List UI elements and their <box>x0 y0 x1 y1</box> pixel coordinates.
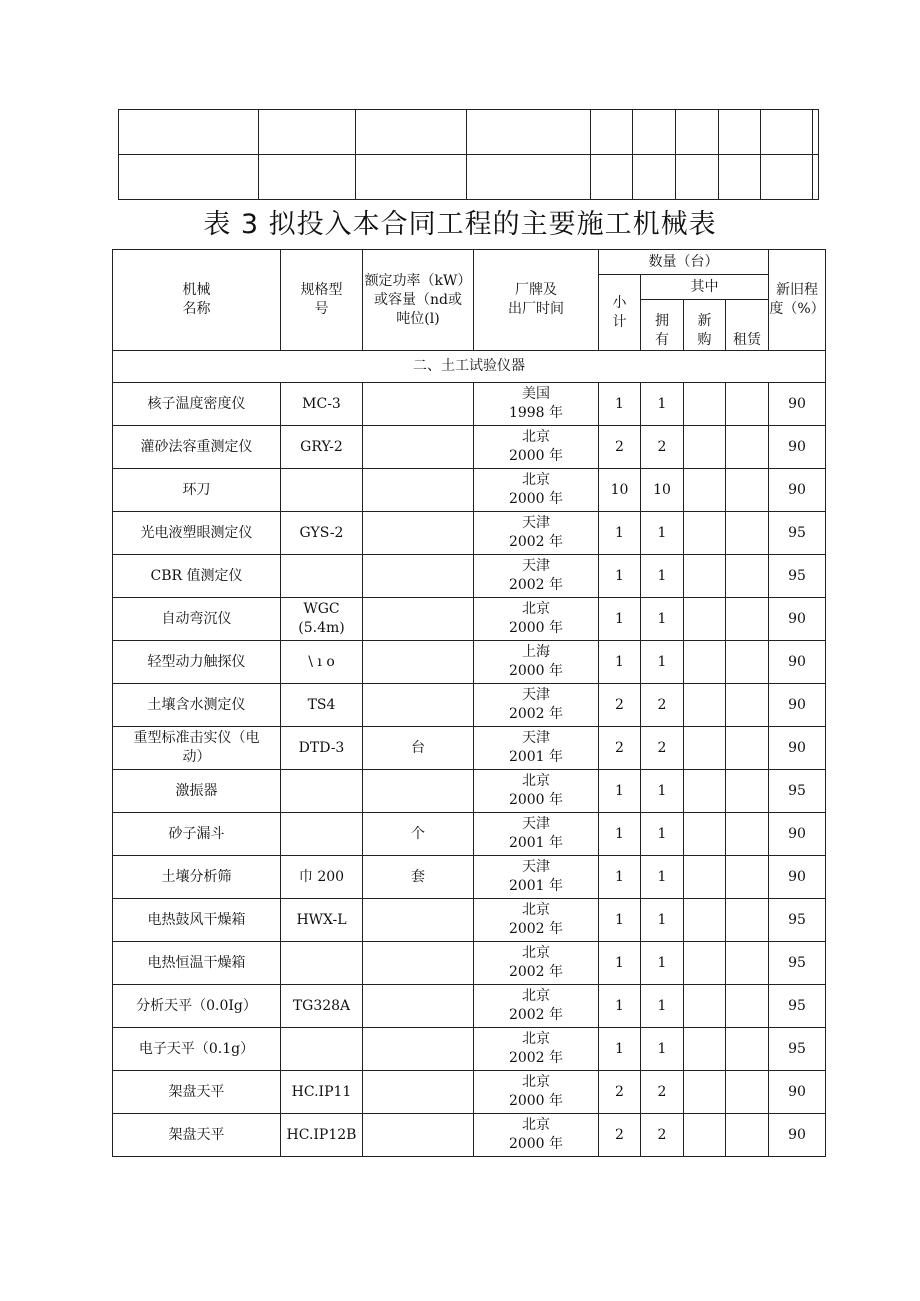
new-buy-cell <box>684 1028 726 1071</box>
rent-cell <box>726 383 769 426</box>
owned-cell: 1 <box>641 1028 684 1071</box>
model-cell: WGC (5.4m) <box>281 598 363 641</box>
maker-cell: 北京 2000 年 <box>474 1114 599 1157</box>
condition-cell: 95 <box>769 899 826 942</box>
subtotal-cell: 2 <box>599 426 641 469</box>
new-buy-cell <box>684 985 726 1028</box>
name-cell: 电热鼓风干燥箱 <box>113 899 281 942</box>
subtotal-cell: 1 <box>599 985 641 1028</box>
model-cell <box>281 555 363 598</box>
owned-cell: 1 <box>641 985 684 1028</box>
condition-cell: 90 <box>769 727 826 770</box>
name-cell: 土壤含水测定仪 <box>113 684 281 727</box>
condition-cell: 95 <box>769 1028 826 1071</box>
table-cell <box>813 155 819 200</box>
header-maker: 厂牌及 出厂时间 <box>474 250 599 351</box>
power-cell: 台 <box>363 727 474 770</box>
header-of-which: 其中 <box>641 275 769 300</box>
table-row <box>113 1028 826 1071</box>
new-buy-cell <box>684 727 726 770</box>
table-row <box>113 469 826 512</box>
name-cell: 重型标准击实仪（电 动） <box>113 727 281 770</box>
table-cell <box>719 155 761 200</box>
name-cell: 光电液塑眼测定仪 <box>113 512 281 555</box>
new-buy-cell <box>684 469 726 512</box>
table-row <box>113 985 826 1028</box>
rent-cell <box>726 727 769 770</box>
power-cell <box>363 942 474 985</box>
table-cell <box>467 110 591 155</box>
new-buy-cell <box>684 856 726 899</box>
condition-cell: 95 <box>769 985 826 1028</box>
new-buy-cell <box>684 942 726 985</box>
power-cell <box>363 684 474 727</box>
condition-cell: 95 <box>769 942 826 985</box>
rent-cell <box>726 641 769 684</box>
power-cell <box>363 985 474 1028</box>
table-cell <box>591 155 633 200</box>
power-cell <box>363 555 474 598</box>
table-cell <box>633 110 676 155</box>
rent-cell <box>726 985 769 1028</box>
name-cell: 砂子漏斗 <box>113 813 281 856</box>
name-cell: 架盘天平 <box>113 1071 281 1114</box>
table-cell <box>119 110 259 155</box>
name-cell: 自动弯沉仪 <box>113 598 281 641</box>
name-cell: 轻型动力触探仪 <box>113 641 281 684</box>
power-cell <box>363 426 474 469</box>
owned-cell: 2 <box>641 1114 684 1157</box>
owned-cell: 2 <box>641 1071 684 1114</box>
header-subtotal: 小 计 <box>599 275 641 351</box>
power-cell: 个 <box>363 813 474 856</box>
owned-cell: 1 <box>641 899 684 942</box>
table-row <box>113 555 826 598</box>
owned-cell: 2 <box>641 426 684 469</box>
maker-cell: 天津 2001 年 <box>474 727 599 770</box>
model-cell: MC-3 <box>281 383 363 426</box>
owned-cell: 1 <box>641 942 684 985</box>
table-row <box>113 770 826 813</box>
rent-cell <box>726 942 769 985</box>
maker-cell: 美国 1998 年 <box>474 383 599 426</box>
new-buy-cell <box>684 512 726 555</box>
table-row <box>113 813 826 856</box>
name-cell: 电热恒温干燥箱 <box>113 942 281 985</box>
rent-cell <box>726 598 769 641</box>
subtotal-cell: 2 <box>599 684 641 727</box>
condition-cell: 90 <box>769 856 826 899</box>
header-model: 规格型 号 <box>281 250 363 351</box>
maker-cell: 北京 2000 年 <box>474 598 599 641</box>
previous-table-fragment <box>118 109 819 200</box>
condition-cell: 90 <box>769 383 826 426</box>
power-cell <box>363 1071 474 1114</box>
table-cell <box>719 110 761 155</box>
maker-cell: 北京 2002 年 <box>474 1028 599 1071</box>
new-buy-cell <box>684 899 726 942</box>
name-cell: 核子温度密度仪 <box>113 383 281 426</box>
model-cell <box>281 469 363 512</box>
subtotal-cell: 1 <box>599 512 641 555</box>
subtotal-cell: 1 <box>599 598 641 641</box>
rent-cell <box>726 856 769 899</box>
subtotal-cell: 2 <box>599 1071 641 1114</box>
table-row <box>119 155 819 200</box>
model-cell: HC.IP11 <box>281 1071 363 1114</box>
name-cell: 环刀 <box>113 469 281 512</box>
table-row <box>113 856 826 899</box>
condition-cell: 95 <box>769 555 826 598</box>
subtotal-cell: 1 <box>599 942 641 985</box>
rent-cell <box>726 813 769 856</box>
condition-cell: 90 <box>769 641 826 684</box>
rent-cell <box>726 1071 769 1114</box>
name-cell: 激振器 <box>113 770 281 813</box>
owned-cell: 1 <box>641 383 684 426</box>
subtotal-cell: 1 <box>599 641 641 684</box>
new-buy-cell <box>684 426 726 469</box>
subtotal-cell: 1 <box>599 555 641 598</box>
table-row <box>113 641 826 684</box>
new-buy-cell <box>684 641 726 684</box>
new-buy-cell <box>684 770 726 813</box>
owned-cell: 1 <box>641 856 684 899</box>
owned-cell: 1 <box>641 813 684 856</box>
subtotal-cell: 1 <box>599 1028 641 1071</box>
name-cell: 电子天平（0.1g） <box>113 1028 281 1071</box>
table-cell <box>119 155 259 200</box>
maker-cell: 上海 2000 年 <box>474 641 599 684</box>
table-cell <box>356 110 467 155</box>
new-buy-cell <box>684 555 726 598</box>
table-row <box>113 1071 826 1114</box>
new-buy-cell <box>684 598 726 641</box>
name-cell: 分析天平（0.0Ig） <box>113 985 281 1028</box>
model-cell: HWX-L <box>281 899 363 942</box>
table-cell <box>633 155 676 200</box>
maker-cell: 天津 2002 年 <box>474 555 599 598</box>
power-cell <box>363 512 474 555</box>
header-rent: 租赁 <box>726 300 769 351</box>
name-cell: 灌砂法容重测定仪 <box>113 426 281 469</box>
model-cell <box>281 770 363 813</box>
condition-cell: 95 <box>769 512 826 555</box>
table-row <box>113 942 826 985</box>
table-cell <box>467 155 591 200</box>
maker-cell: 北京 2002 年 <box>474 899 599 942</box>
power-cell <box>363 641 474 684</box>
maker-cell: 北京 2002 年 <box>474 985 599 1028</box>
rent-cell <box>726 1114 769 1157</box>
owned-cell: 1 <box>641 641 684 684</box>
maker-cell: 天津 2002 年 <box>474 684 599 727</box>
rent-cell <box>726 512 769 555</box>
header-power: 额定功率（kW） 或容量（nd或 吨位(l) <box>363 250 474 351</box>
page-title: 表 3 拟投入本合同工程的主要施工机械表 <box>203 209 717 240</box>
header-quantity: 数量（台） <box>599 250 769 275</box>
maker-cell: 天津 2001 年 <box>474 813 599 856</box>
subtotal-cell: 2 <box>599 727 641 770</box>
header-condition: 新旧程 度（%） <box>769 250 826 351</box>
maker-cell: 北京 2002 年 <box>474 942 599 985</box>
table-row <box>113 512 826 555</box>
maker-cell: 天津 2002 年 <box>474 512 599 555</box>
header-row <box>113 250 826 275</box>
power-cell <box>363 1028 474 1071</box>
new-buy-cell <box>684 813 726 856</box>
condition-cell: 90 <box>769 426 826 469</box>
owned-cell: 1 <box>641 512 684 555</box>
condition-cell: 90 <box>769 598 826 641</box>
section-title: 二、土工试验仪器 <box>113 351 826 383</box>
machinery-table <box>112 249 826 1157</box>
table-row <box>113 727 826 770</box>
rent-cell <box>726 555 769 598</box>
table-cell <box>259 155 356 200</box>
maker-cell: 北京 2000 年 <box>474 469 599 512</box>
power-cell <box>363 899 474 942</box>
maker-cell: 天津 2001 年 <box>474 856 599 899</box>
owned-cell: 1 <box>641 770 684 813</box>
subtotal-cell: 1 <box>599 770 641 813</box>
table-cell <box>676 155 719 200</box>
maker-cell: 北京 2000 年 <box>474 426 599 469</box>
power-cell <box>363 1114 474 1157</box>
table-cell <box>591 110 633 155</box>
rent-cell <box>726 899 769 942</box>
table-row <box>119 110 819 155</box>
table-row <box>113 684 826 727</box>
model-cell <box>281 813 363 856</box>
owned-cell: 1 <box>641 555 684 598</box>
table-row <box>113 426 826 469</box>
rent-cell <box>726 684 769 727</box>
new-buy-cell <box>684 1071 726 1114</box>
owned-cell: 2 <box>641 684 684 727</box>
model-cell: 巾 200 <box>281 856 363 899</box>
header-new-buy: 新 购 <box>684 300 726 351</box>
new-buy-cell <box>684 383 726 426</box>
power-cell <box>363 598 474 641</box>
model-cell: GYS-2 <box>281 512 363 555</box>
table-row <box>113 383 826 426</box>
subtotal-cell: 1 <box>599 383 641 426</box>
model-cell: HC.IP12B <box>281 1114 363 1157</box>
power-cell <box>363 469 474 512</box>
section-row <box>113 351 826 383</box>
model-cell: TG328A <box>281 985 363 1028</box>
name-cell: CBR 值测定仪 <box>113 555 281 598</box>
subtotal-cell: 1 <box>599 899 641 942</box>
condition-cell: 90 <box>769 684 826 727</box>
table-cell <box>356 155 467 200</box>
table-cell <box>259 110 356 155</box>
header-owned: 拥 有 <box>641 300 684 351</box>
table-cell <box>813 110 819 155</box>
subtotal-cell: 2 <box>599 1114 641 1157</box>
model-cell <box>281 1028 363 1071</box>
condition-cell: 90 <box>769 813 826 856</box>
model-cell: DTD-3 <box>281 727 363 770</box>
subtotal-cell: 10 <box>599 469 641 512</box>
power-cell <box>363 770 474 813</box>
owned-cell: 10 <box>641 469 684 512</box>
model-cell <box>281 942 363 985</box>
subtotal-cell: 1 <box>599 813 641 856</box>
model-cell: \ ı o <box>281 641 363 684</box>
condition-cell: 90 <box>769 469 826 512</box>
new-buy-cell <box>684 684 726 727</box>
condition-cell: 95 <box>769 770 826 813</box>
rent-cell <box>726 770 769 813</box>
table-cell <box>761 110 813 155</box>
condition-cell: 90 <box>769 1071 826 1114</box>
model-cell: TS4 <box>281 684 363 727</box>
owned-cell: 1 <box>641 598 684 641</box>
table-cell <box>676 110 719 155</box>
maker-cell: 北京 2000 年 <box>474 1071 599 1114</box>
table-row <box>113 899 826 942</box>
table-row <box>113 598 826 641</box>
name-cell: 土壤分析筛 <box>113 856 281 899</box>
header-name: 机械 名称 <box>113 250 281 351</box>
table-cell <box>761 155 813 200</box>
new-buy-cell <box>684 1114 726 1157</box>
table-row <box>113 1114 826 1157</box>
condition-cell: 90 <box>769 1114 826 1157</box>
maker-cell: 北京 2000 年 <box>474 770 599 813</box>
rent-cell <box>726 426 769 469</box>
owned-cell: 2 <box>641 727 684 770</box>
power-cell <box>363 383 474 426</box>
rent-cell <box>726 469 769 512</box>
model-cell: GRY-2 <box>281 426 363 469</box>
power-cell: 套 <box>363 856 474 899</box>
rent-cell <box>726 1028 769 1071</box>
subtotal-cell: 1 <box>599 856 641 899</box>
name-cell: 架盘天平 <box>113 1114 281 1157</box>
